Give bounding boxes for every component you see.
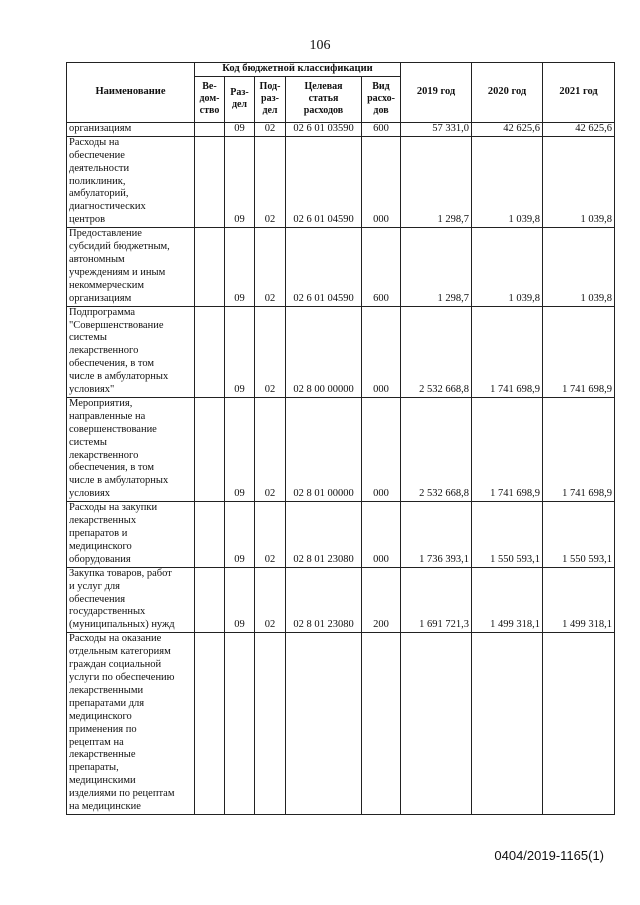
header-subsection: Под- раз- дел: [255, 76, 286, 122]
cell-target-article: 02 8 01 23080: [286, 502, 362, 568]
cell-expense-type: 000: [362, 397, 401, 501]
cell-target-article: 02 8 01 00000: [286, 397, 362, 501]
cell-year-2019: 2 532 668,8: [401, 397, 472, 501]
cell-section: 09: [225, 122, 255, 136]
header-year-2021: 2021 год: [543, 63, 615, 123]
cell-department: [195, 502, 225, 568]
cell-year-2019: 57 331,0: [401, 122, 472, 136]
cell-year-2021: 1 550 593,1: [543, 502, 615, 568]
cell-department: [195, 397, 225, 501]
cell-year-2020: 1 550 593,1: [472, 502, 543, 568]
table-row: [67, 228, 615, 306]
header-target-article: Целевая статья расходов: [286, 76, 362, 122]
cell-target-article: [286, 633, 362, 815]
cell-expense-type: 600: [362, 122, 401, 136]
cell-name: Закупка товаров, работ и услуг для обеспечения государственных (муниципальных) нужд: [67, 567, 195, 633]
header-expense-type: Вид расхо- дов: [362, 76, 401, 122]
cell-year-2019: 2 532 668,8: [401, 306, 472, 397]
header-department: Ве- дом- ство: [195, 76, 225, 122]
table-row: [67, 567, 615, 633]
cell-target-article: 02 6 01 04590: [286, 228, 362, 306]
cell-department: [195, 228, 225, 306]
cell-department: [195, 567, 225, 633]
cell-year-2019: 1 298,7: [401, 136, 472, 227]
header-year-2019: 2019 год: [401, 63, 472, 123]
cell-name: Мероприятия, направленные на совершенствование системы лекарственного обеспечения, в том числе в амбулаторных условиях: [67, 397, 195, 501]
cell-department: [195, 136, 225, 227]
cell-subsection: 02: [255, 136, 286, 227]
cell-year-2020: 1 741 698,9: [472, 306, 543, 397]
cell-year-2019: 1 736 393,1: [401, 502, 472, 568]
cell-year-2021: 1 741 698,9: [543, 306, 615, 397]
cell-year-2021: [543, 633, 615, 815]
table-row: [67, 502, 615, 568]
page-number: 106: [309, 38, 331, 53]
cell-subsection: [255, 633, 286, 815]
cell-section: 09: [225, 306, 255, 397]
cell-subsection: 02: [255, 228, 286, 306]
cell-subsection: 02: [255, 306, 286, 397]
header-section: Раз- дел: [225, 76, 255, 122]
table-row: [67, 633, 615, 815]
cell-year-2020: [472, 633, 543, 815]
cell-section: 09: [225, 567, 255, 633]
cell-target-article: 02 8 01 23080: [286, 567, 362, 633]
cell-department: [195, 122, 225, 136]
cell-name: Расходы на обеспечение деятельности поликлиник, амбулаторий, диагностических центров: [67, 136, 195, 227]
cell-section: 09: [225, 136, 255, 227]
cell-section: 09: [225, 397, 255, 501]
cell-expense-type: [362, 633, 401, 815]
cell-year-2020: 42 625,6: [472, 122, 543, 136]
cell-year-2019: 1 298,7: [401, 228, 472, 306]
table-body: [67, 122, 615, 814]
cell-name: Расходы на оказание отдельным категориям граждан социальной услуги по обеспечению лекарственными препаратами для медицинского применения по рецептам на лекарственные препараты, медицинскими изделиями по рецептам на медицинские: [67, 633, 195, 815]
cell-year-2021: 42 625,6: [543, 122, 615, 136]
table-header: [67, 63, 615, 123]
cell-subsection: 02: [255, 122, 286, 136]
cell-subsection: 02: [255, 567, 286, 633]
header-year-2020: 2020 год: [472, 63, 543, 123]
cell-section: [225, 633, 255, 815]
cell-year-2021: 1 039,8: [543, 228, 615, 306]
cell-expense-type: 600: [362, 228, 401, 306]
document-code: 0404/2019-1165(1): [494, 848, 604, 863]
cell-expense-type: 000: [362, 502, 401, 568]
table-row: [67, 306, 615, 397]
cell-year-2021: 1 741 698,9: [543, 397, 615, 501]
cell-name: Подпрограмма "Совершенствование системы лекарственного обеспечения, в том числе в амбулаторных условиях": [67, 306, 195, 397]
header-name: Наименование: [67, 63, 195, 123]
budget-table: [66, 62, 615, 815]
cell-target-article: 02 6 01 03590: [286, 122, 362, 136]
table-row: [67, 136, 615, 227]
cell-year-2021: 1 499 318,1: [543, 567, 615, 633]
cell-year-2020: 1 499 318,1: [472, 567, 543, 633]
cell-year-2020: 1 039,8: [472, 228, 543, 306]
cell-section: 09: [225, 228, 255, 306]
cell-name: Предоставление субсидий бюджетным, автономным учреждениям и иным некоммерческим организациям: [67, 228, 195, 306]
cell-department: [195, 306, 225, 397]
cell-name: Расходы на закупки лекарственных препаратов и медицинского оборудования: [67, 502, 195, 568]
cell-subsection: 02: [255, 397, 286, 501]
cell-target-article: 02 6 01 04590: [286, 136, 362, 227]
cell-subsection: 02: [255, 502, 286, 568]
cell-section: 09: [225, 502, 255, 568]
header-code-group: Код бюджетной классификации: [195, 63, 401, 77]
table-row: [67, 122, 615, 136]
cell-year-2019: [401, 633, 472, 815]
cell-target-article: 02 8 00 00000: [286, 306, 362, 397]
cell-expense-type: 000: [362, 136, 401, 227]
cell-name: организациям: [67, 122, 195, 136]
cell-year-2021: 1 039,8: [543, 136, 615, 227]
cell-expense-type: 200: [362, 567, 401, 633]
cell-year-2020: 1 741 698,9: [472, 397, 543, 501]
cell-year-2019: 1 691 721,3: [401, 567, 472, 633]
cell-expense-type: 000: [362, 306, 401, 397]
cell-year-2020: 1 039,8: [472, 136, 543, 227]
table-row: [67, 397, 615, 501]
cell-department: [195, 633, 225, 815]
